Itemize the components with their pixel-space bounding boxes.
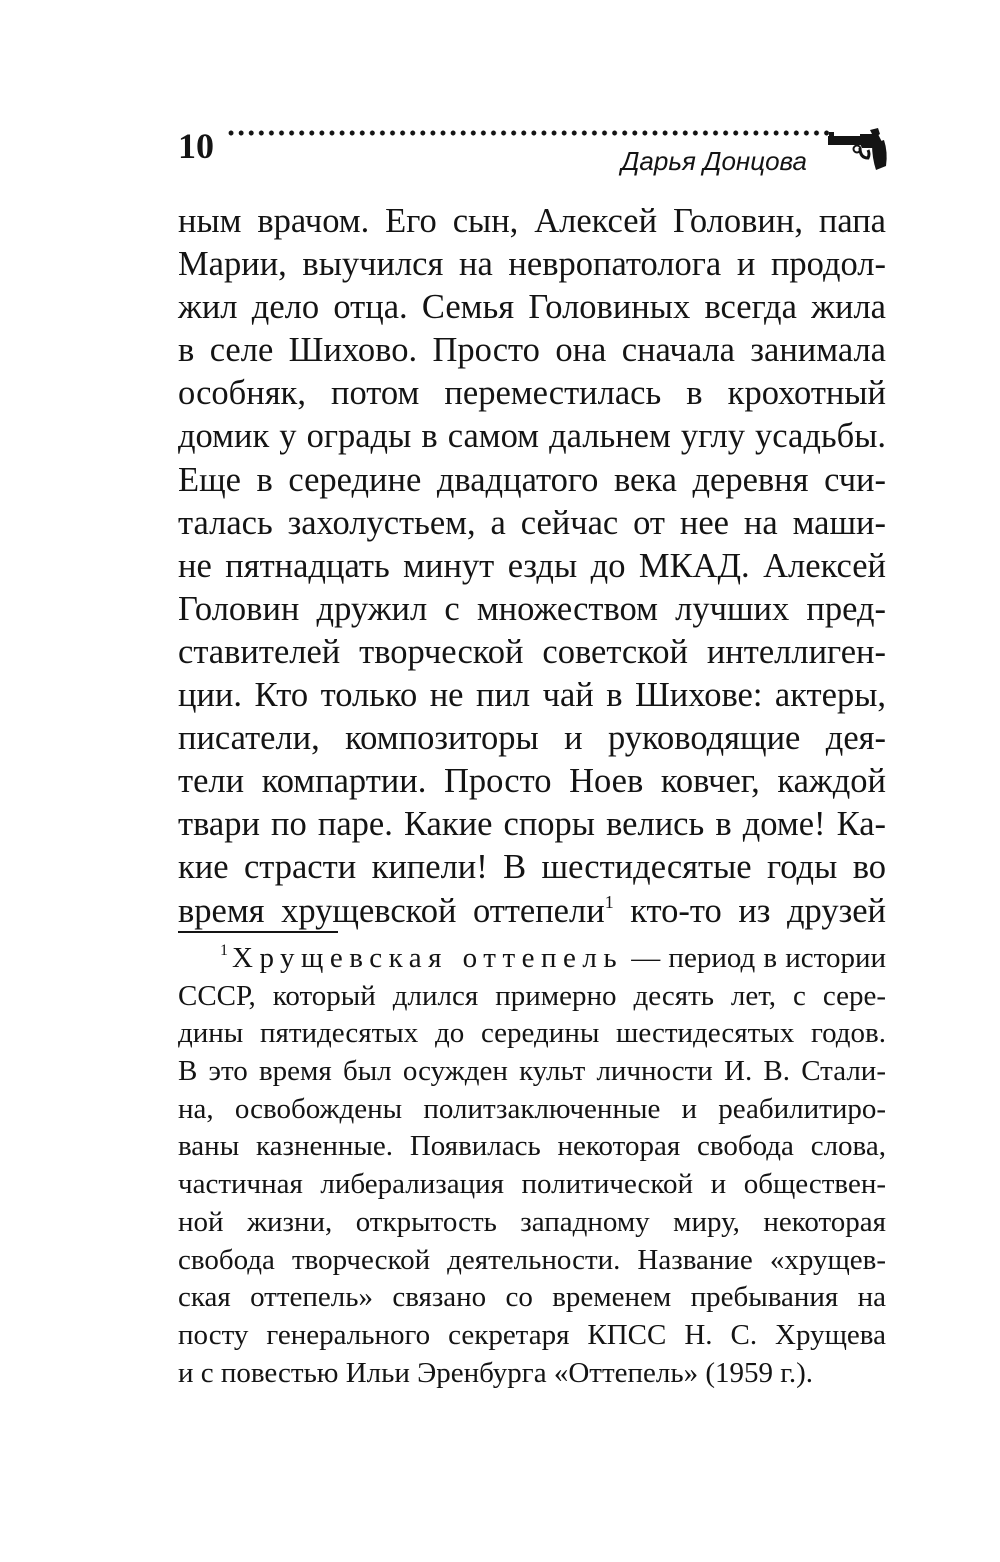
footnote-line: свобода творческой деятельности. Название «хрущев- — [178, 1243, 886, 1276]
footnote-line: ваны казненные. Появилась некоторая свобода слова, — [178, 1130, 886, 1163]
footnote-line: ская оттепель» связано со временем пребывания на — [178, 1281, 886, 1314]
footnote-line: ной жизни, открытость западному миру, некоторая — [178, 1205, 886, 1238]
footnote-line: В это время был осужден культ личности И. В. Стали- — [178, 1055, 886, 1088]
text-before-ref: время хрущевской оттепели — [178, 891, 605, 930]
text-line: ставителей творческой советской интеллиген- — [178, 632, 886, 671]
text-line: жил дело отца. Семья Головиных всегда жила — [178, 288, 886, 327]
footnote-first-line — [178, 940, 886, 978]
footnote-line: на, освобождены политзаключенные и реабилитиро- — [178, 1092, 886, 1125]
text-line: в селе Шихово. Просто она сначала занимала — [178, 331, 886, 370]
footnote-line: посту генерального секретаря КПСС Н. С. Хрущева — [178, 1318, 886, 1351]
text-after-ref: кто-то из друзей — [613, 891, 886, 930]
dotted-leader — [226, 130, 832, 136]
text-line-with-footnote-ref — [178, 890, 886, 933]
text-line: Еще в середине двадцатого века деревня счи- — [178, 460, 886, 499]
text-line: Марии, выучился на невропатолога и продол- — [178, 245, 886, 284]
footnote-reference[interactable]: 1 — [604, 891, 614, 912]
text-line: ным врачом. Его сын, Алексей Головин, папа — [178, 202, 886, 240]
text-line: не пятнадцать минут езды до МКАД. Алексей — [178, 546, 886, 585]
footnote-line: частичная либерализация политической и обществен- — [178, 1168, 886, 1201]
footnote — [178, 940, 886, 1392]
text-line: писатели, композиторы и руководящие дея- — [178, 719, 886, 758]
text-line: ции. Кто только не пил чай в Шихове: актеры, — [178, 676, 886, 715]
text-line: домик у ограды в самом дальнем углу усадьбы. — [178, 417, 886, 456]
text-line: особняк, потом переместилась в крохотный — [178, 374, 886, 413]
text-line: Головин дружил с множеством лучших пред- — [178, 589, 886, 628]
footnote-marker: 1 — [220, 942, 228, 959]
footnote-first-line-rest: — период в истории — [623, 942, 886, 974]
footnote-line: и с повестью Ильи Эренбурга «Оттепель» (1959 г.). — [178, 1356, 814, 1389]
running-head-author: Дарья Донцова — [621, 146, 807, 176]
page-number: 10 — [178, 126, 214, 166]
footnote-separator — [178, 931, 338, 933]
footnote-term: Хрущевская оттепель — [232, 942, 624, 974]
revolver-icon — [826, 126, 888, 172]
text-line: кие страсти кипели! В шестидесятые годы во — [178, 848, 886, 887]
body-text — [178, 200, 886, 933]
text-line: твари по паре. Какие споры велись в доме! Ка- — [178, 805, 886, 844]
text-line: талась захолустьем, а сейчас от нее на маши- — [178, 503, 886, 542]
footnote-line: СССР, который длился примерно десять лет, с сере- — [178, 979, 886, 1012]
footnote-line: дины пятидесятых до середины шестидесятых годов. — [178, 1017, 886, 1050]
text-line: тели компартии. Просто Ноев ковчег, каждой — [178, 762, 886, 801]
